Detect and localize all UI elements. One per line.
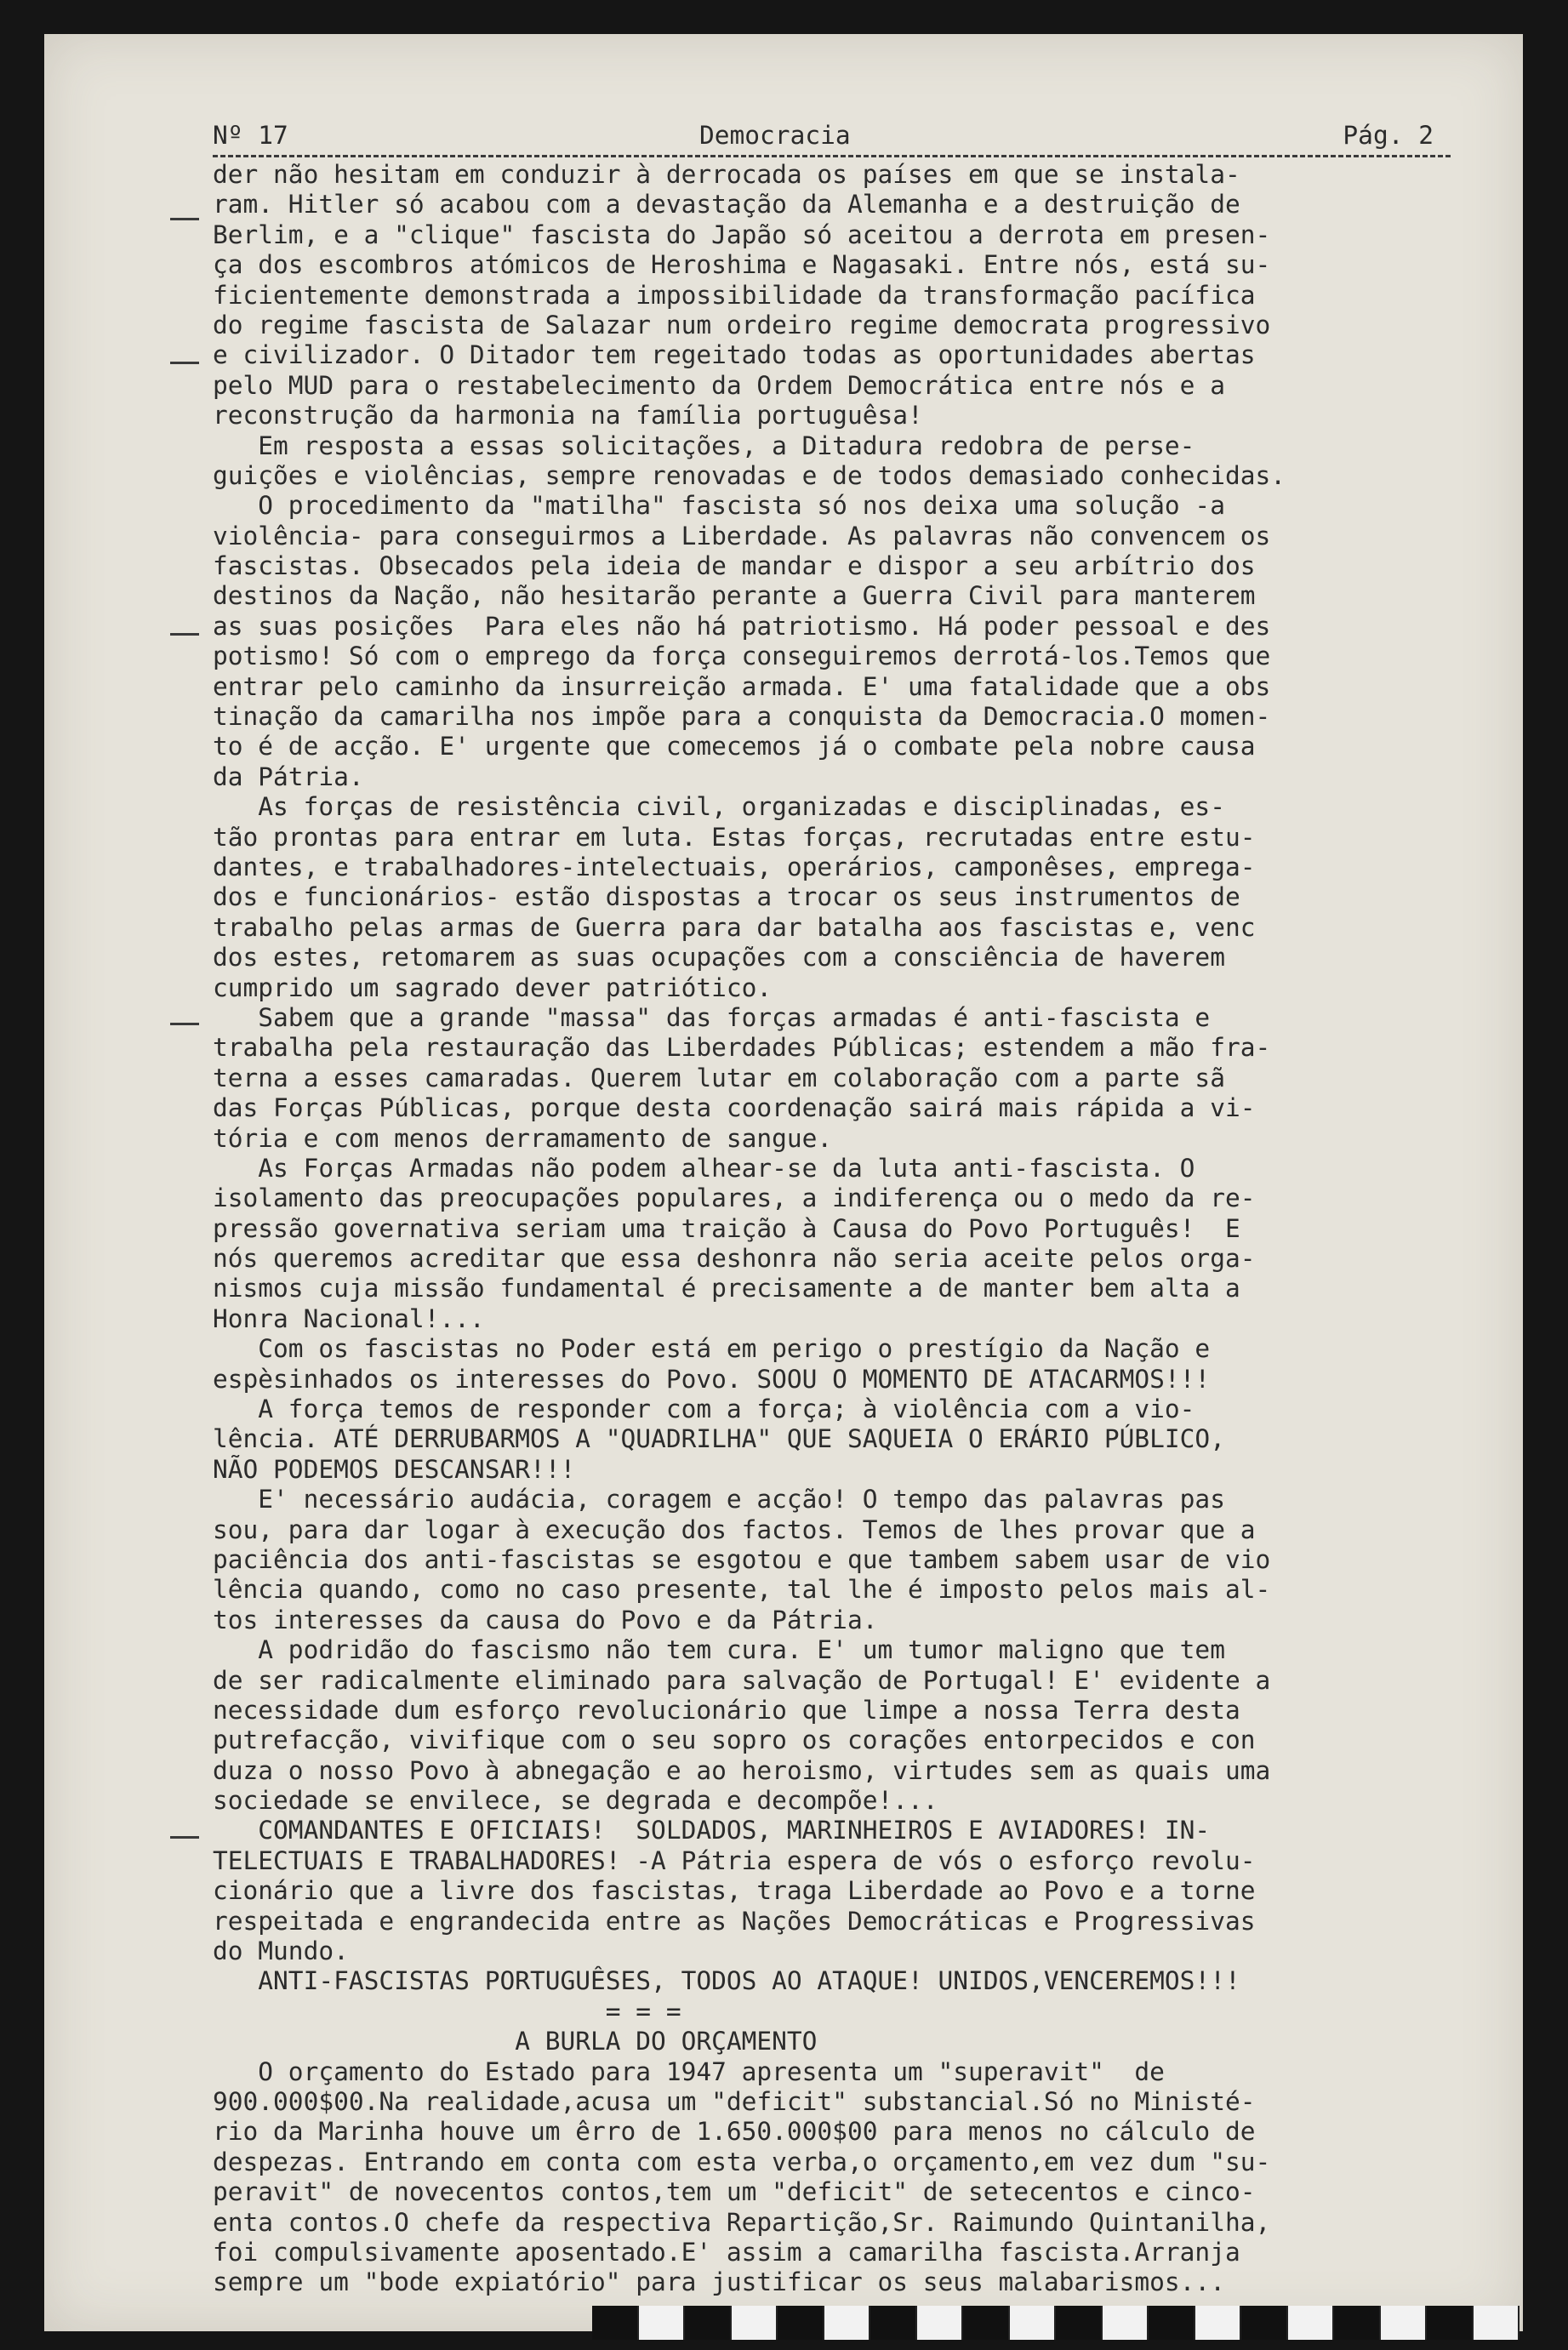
text-line: duza o nosso Povo à abnegação e ao heroismo, virtudes sem as quais uma [213, 1755, 1271, 1785]
text-line: nismos cuja missão fundamental é precisamente a de manter bem alta a [213, 1274, 1240, 1303]
text-line: espèsinhados os interesses do Povo. SOOU O MOMENTO DE ATACARMOS!!! [213, 1364, 1211, 1394]
text-line: O orçamento do Estado para 1947 apresenta um "superavit" de [213, 2056, 1165, 2086]
page-header [213, 121, 1451, 157]
text-line: reconstrução da harmonia na família portuguêsa! [213, 401, 923, 431]
text-line: tão prontas para entrar em luta. Estas forças, recrutadas entre estu- [213, 822, 1256, 852]
text-line: As forças de resistência civil, organizadas e disciplinadas, es- [213, 792, 1225, 822]
text-line: fascistas. Obsecados pela ideia de mandar e dispor a seu arbítrio dos [213, 551, 1256, 581]
text-line: nós queremos acreditar que essa deshonra não seria aceite pelos orga- [213, 1244, 1256, 1274]
text-line: ficientemente demonstrada a impossibilidade da transformação pacífica [213, 280, 1256, 310]
text-line: trabalha pela restauração das Liberdades Públicas; estendem a mão fra- [213, 1033, 1271, 1063]
margin-mark [170, 1836, 199, 1839]
text-line: Em resposta a essas solicitações, a Ditadura redobra de perse- [213, 431, 1195, 460]
text-line: do Mundo. [213, 1936, 349, 1966]
text-line: isolamento das preocupações populares, a indiferença ou o medo da re- [213, 1184, 1256, 1213]
page-number: Pág. 2 [1343, 121, 1434, 150]
text-line: do regime fascista de Salazar num ordeiro regime democrata progressivo [213, 310, 1271, 339]
text-line: NÃO PODEMOS DESCANSAR!!! [213, 1454, 576, 1484]
margin-mark [170, 1023, 199, 1025]
text-line: Honra Nacional!... [213, 1303, 485, 1333]
text-line: as suas posições Para eles não há patriotismo. Há poder pessoal e des [213, 611, 1271, 641]
text-line: A BURLA DO ORÇAMENTO [213, 2027, 818, 2056]
text-line: pressão governativa seriam uma traição à Causa do Povo Português! E [213, 1213, 1240, 1243]
text-line: peravit" de novecentos contos,tem um "deficit" de setecentos e cinco- [213, 2177, 1256, 2207]
text-line: foi compulsivamente aposentado.E' assim a camarilha fascista.Arranja [213, 2237, 1240, 2267]
text-line: guições e violências, sempre renovadas e de todos demasiado conhecidas. [213, 460, 1286, 490]
text-line: der não hesitam em conduzir à derrocada os países em que se instala- [213, 160, 1240, 189]
text-line: COMANDANTES E OFICIAIS! SOLDADOS, MARINHEIROS E AVIADORES! IN- [213, 1816, 1211, 1845]
text-line: cumprido um sagrado dever patriótico. [213, 973, 773, 1002]
text-line: potismo! Só com o emprego da força conseguiremos derrotá-los.Temos que [213, 642, 1271, 671]
scale-ruler [592, 2306, 1520, 2340]
text-line: sempre um "bode expiatório" para justificar os seus malabarismos... [213, 2267, 1225, 2297]
text-line: TELECTUAIS E TRABALHADORES! -A Pátria espera de vós o esforço revolu- [213, 1845, 1256, 1875]
text-line: O procedimento da "matilha" fascista só nos deixa uma solução -a [213, 491, 1225, 521]
text-line: ram. Hitler só acabou com a devastação da Alemanha e a destruição de [213, 190, 1240, 220]
text-line: tória e com menos derramamento de sangue. [213, 1123, 833, 1153]
text-line: putrefacção, vivifique com o seu sopro os corações entorpecidos e con [213, 1725, 1256, 1755]
text-line: respeitada e engrandecida entre as Nações Democráticas e Progressivas [213, 1906, 1256, 1936]
text-line: A podridão do fascismo não tem cura. E' um tumor maligno que tem [213, 1635, 1225, 1665]
text-line: rio da Marinha houve um êrro de 1.650.000$00 para menos no cálculo de [213, 2117, 1256, 2147]
text-line: trabalho pelas armas de Guerra para dar batalha aos fascistas e, venc [213, 912, 1256, 942]
text-line: tinação da camarilha nos impõe para a conquista da Democracia.O momen- [213, 702, 1271, 732]
text-line: = = = [213, 1996, 681, 2026]
text-line: necessidade dum esforço revolucionário que limpe a nossa Terra desta [213, 1695, 1240, 1725]
text-line: sou, para dar logar à execução dos factos. Temos de lhes provar que a [213, 1514, 1256, 1544]
text-line: lência. ATÉ DERRUBARMOS A "QUADRILHA" QUE SAQUEIA O ERÁRIO PÚBLICO, [213, 1424, 1225, 1454]
text-line: A força temos de responder com a força; à violência com a vio- [213, 1395, 1195, 1424]
text-line: to é de acção. E' urgente que comecemos já o combate pela nobre causa [213, 732, 1256, 761]
text-line: terna a esses camaradas. Querem lutar em colaboração com a parte sã [213, 1063, 1225, 1092]
text-line: violência- para conseguirmos a Liberdade. As palavras não convencem os [213, 521, 1271, 550]
text-line: Com os fascistas no Poder está em perigo o prestígio da Nação e [213, 1334, 1211, 1364]
text-line: Sabem que a grande "massa" das forças armadas é anti-fascista e [213, 1002, 1211, 1032]
text-line: entrar pelo caminho da insurreição armada. E' uma fatalidade que a obs [213, 671, 1271, 701]
margin-mark [170, 362, 199, 364]
text-line: destinos da Nação, não hesitarão perante a Guerra Civil para manterem [213, 581, 1256, 611]
text-line: lência quando, como no caso presente, tal lhe é imposto pelos mais al- [213, 1575, 1271, 1605]
text-line: E' necessário audácia, coragem e acção! O tempo das palavras pas [213, 1485, 1225, 1514]
text-line: dos e funcionários- estão dispostas a trocar os seus instrumentos de [213, 882, 1240, 912]
text-line: tos interesses da causa do Povo e da Pátria. [213, 1605, 878, 1634]
text-line: dantes, e trabalhadores-intelectuais, operários, camponêses, emprega- [213, 852, 1256, 881]
text-line: enta contos.O chefe da respectiva Repartição,Sr. Raimundo Quintanilha, [213, 2207, 1271, 2237]
text-line: pelo MUD para o restabelecimento da Ordem Democrática entre nós e a [213, 370, 1225, 400]
issue-number: Nº 17 [213, 121, 288, 150]
text-line: das Forças Públicas, porque desta coordenação sairá mais rápida a vi- [213, 1093, 1256, 1123]
text-line: ANTI-FASCISTAS PORTUGUÊSES, TODOS AO ATAQUE! UNIDOS,VENCEREMOS!!! [213, 1966, 1240, 1996]
margin-mark [170, 633, 199, 636]
text-line: Berlim, e a "clique" fascista do Japão só aceitou a derrota em presen- [213, 220, 1271, 249]
newspaper-title: Democracia [699, 121, 851, 150]
text-line: ça dos escombros atómicos de Heroshima e Nagasaki. Entre nós, está su- [213, 250, 1271, 280]
text-line: dos estes, retomarem as suas ocupações com a consciência de haverem [213, 943, 1225, 973]
text-line: da Pátria. [213, 761, 364, 791]
article-body [213, 160, 1451, 2298]
margin-mark [170, 218, 199, 220]
text-line: de ser radicalmente eliminado para salvação de Portugal! E' evidente a [213, 1665, 1271, 1695]
text-line: paciência dos anti-fascistas se esgotou e que tambem sabem usar de vio [213, 1544, 1271, 1574]
text-line: despezas. Entrando em conta com esta verba,o orçamento,em vez dum "su- [213, 2147, 1271, 2176]
text-line: cionário que a livre dos fascistas, traga Liberdade ao Povo e a torne [213, 1876, 1256, 1906]
text-line: As Forças Armadas não podem alhear-se da luta anti-fascista. O [213, 1153, 1195, 1183]
text-line: 900.000$00.Na realidade,acusa um "deficit" substancial.Só no Ministé- [213, 2087, 1256, 2116]
text-line: sociedade se envilece, se degrada e decompõe!... [213, 1786, 938, 1816]
text-line: e civilizador. O Ditador tem regeitado todas as oportunidades abertas [213, 340, 1256, 370]
